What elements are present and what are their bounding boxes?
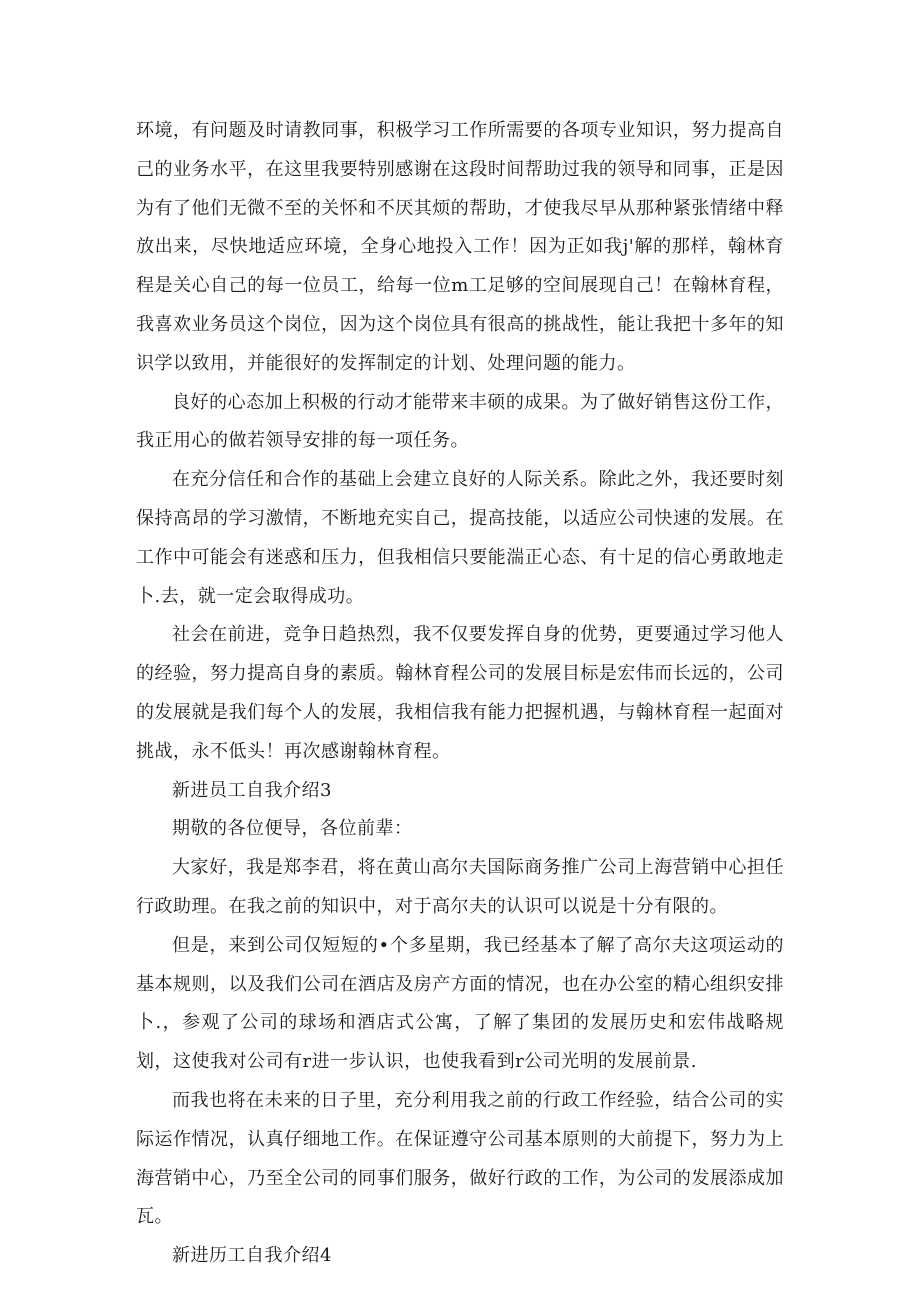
document-body	[136, 112, 784, 1276]
paragraph: 而我也将在未来的日子里，充分利用我之前的行政工作经验，结合公司的实际运作情况，认真仔细地工作。在保证遵守公司基本原则的大前提下，努力为上海营销中心，乃至全公司的同事们服务，做好行政的工作，为公司的发展添成加瓦。	[136, 1089, 784, 1228]
paragraph: 良好的心态加上积极的行动才能带来丰硕的成果。为了做好销售这份工作，我正用心的做若领导安排的每一项任务。	[136, 391, 784, 452]
paragraph: 社会在前进，竞争日趋热烈，我不仅要发挥自身的优势，更要通过学习他人的经验，努力提高自身的素质。翰林育程公司的发展目标是宏伟而长远的，公司的发展就是我们每个人的发展，我相信我有能力把握机遇，与翰林育程一起面对挑战，永不低头！再次感谢翰林育程。	[136, 624, 784, 762]
section-heading: 新进历工自我介绍4	[172, 1245, 332, 1267]
paragraph: 但是，来到公司仅短短的•个多星期，我已经基本了解了高尔夫这项运动的基本规则，以及我们公司在酒店及房产方面的情况，也在办公室的精心组织安排卜.，参观了公司的球场和酒店式公寓，了解了集团的发展历史和宏伟战略规划，这使我对公司有r进一步认识，也使我看到r公司光明的发展前景.	[136, 934, 784, 1073]
paragraph: 在充分信任和合作的基础上会建立良好的人际关系。除此之外，我还要时刻保持高昂的学习激情，不断地充实自己，提高技能，以适应公司快速的发展。在工作中可能会有迷惑和压力，但我相信只要能湍正心态、有十足的信心勇敢地走卜.去，就一定会取得成功。	[136, 469, 784, 607]
paragraph: 大家好，我是郑李君，将在黄山高尔夫国际商务推广公司上海营销中心担任行政助理。在我之前的知识中，对于高尔夫的认识可以说是十分有限的。	[136, 857, 784, 917]
paragraph: 环境，有问题及时请教同事，积极学习工作所需要的各项专业知识，努力提高自己的业务水平，在这里我要特别感谢在这段时间帮助过我的领导和同事，正是因为有了他们无微不至的关怀和不厌其烦的帮助，才使我尽早从那种紧张情绪中释放出来，尽快地适应环境，全身心地投入工作！因为正如我j'解的那样，翰林育程是关心自己的每一位员工，给每一位m工足够的空间展现自己！在翰林育程，我喜欢业务员这个岗位，因为这个岗位具有很高的挑战性，能让我把十多年的知识学以致用，并能很好的发挥制定的计划、处理问题的能力。	[136, 120, 784, 374]
section-heading: 新进员工自我介绍3	[172, 779, 332, 801]
salutation: 期敬的各位便导，各位前辈：	[172, 818, 413, 840]
